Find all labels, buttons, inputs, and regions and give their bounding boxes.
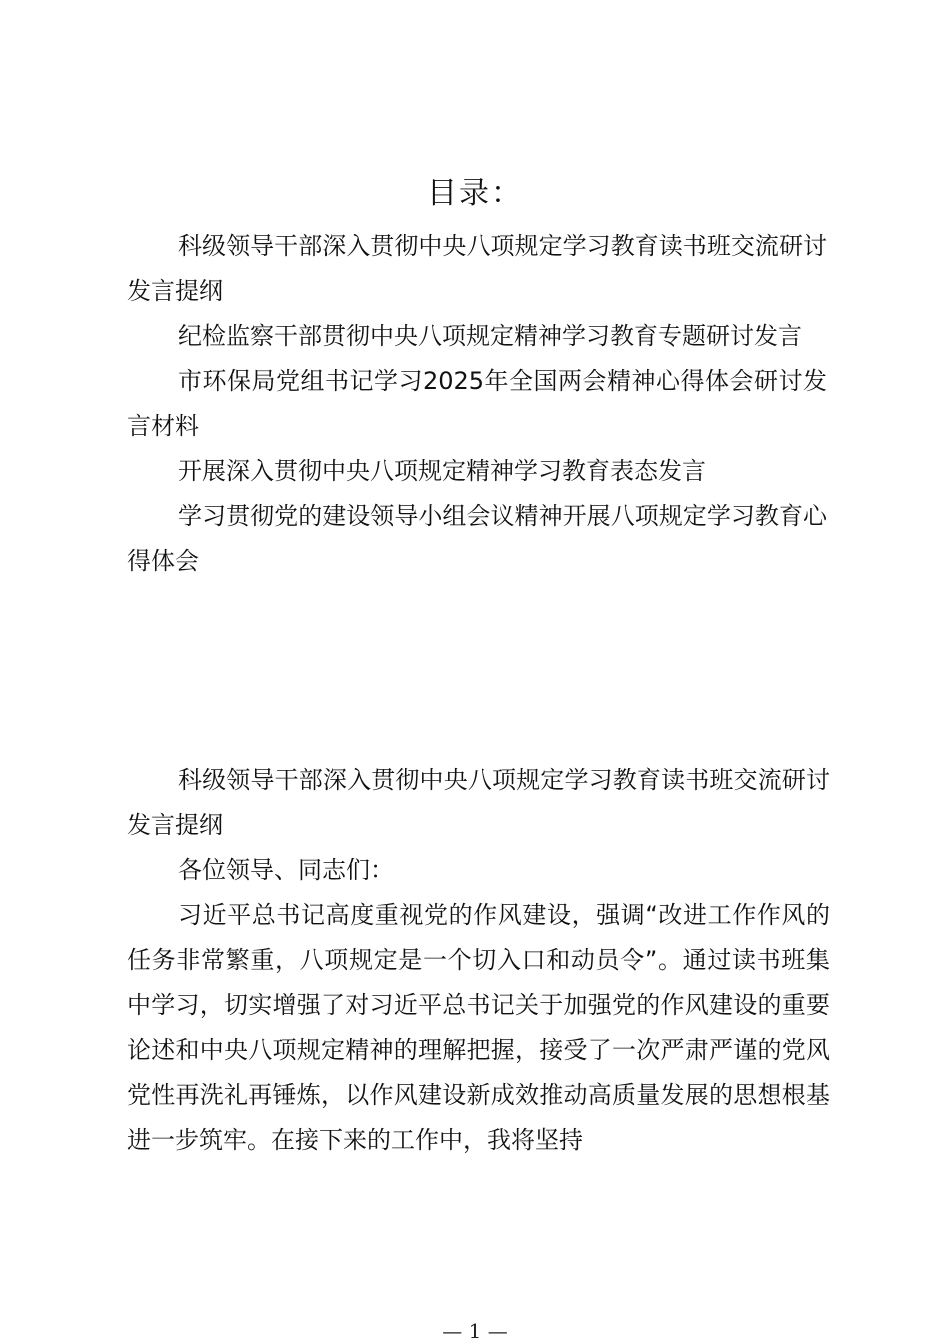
toc-item[interactable]: 市环保局党组书记学习2025年全国两会精神心得体会研讨发言材料	[127, 367, 827, 440]
article-paragraph: 习近平总书记高度重视党的作风建设，强调“改进工作作风的任务非常繁重，八项规定是一个切入口和动员令”。通过读书班集中学习，切实增强了对习近平总书记关于加强党的作风建设的重要论述和中央八项规定精神的理解把握，接受了一次严肃严谨的党风党性再洗礼再锤炼，以作风建设新成效推动高质量发展的思想根基进一步筑牢。在接下来的工作中，我将坚持	[127, 901, 830, 1154]
toc-list	[127, 224, 827, 584]
article-body	[127, 758, 830, 1163]
article-salutation: 各位领导、同志们：	[178, 856, 394, 884]
toc-title: 目录：	[427, 176, 523, 211]
article-heading: 科级领导干部深入贯彻中央八项规定学习教育读书班交流研讨发言提纲	[127, 766, 830, 839]
toc-item[interactable]: 开展深入贯彻中央八项规定精神学习教育表态发言	[178, 457, 706, 485]
page-number: — 1 —	[442, 1319, 508, 1343]
toc-item[interactable]: 科级领导干部深入贯彻中央八项规定学习教育读书班交流研讨发言提纲	[127, 232, 827, 305]
toc-item[interactable]: 学习贯彻党的建设领导小组会议精神开展八项规定学习教育心得体会	[127, 502, 827, 575]
toc-item[interactable]: 纪检监察干部贯彻中央八项规定精神学习教育专题研讨发言	[178, 322, 802, 350]
